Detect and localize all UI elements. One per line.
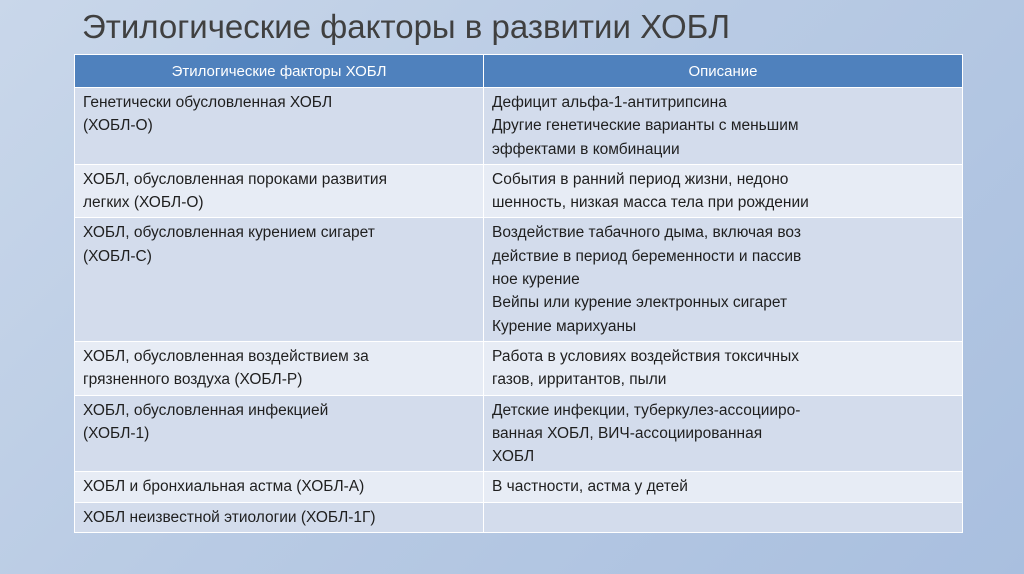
factor-cell [75,164,484,218]
header-factors: Этилогические факторы ХОБЛ [75,55,484,88]
factor-text: ХОБЛ, обусловленная воздействием за [83,347,369,365]
factor-cell [75,218,484,341]
description-text: газов, ирритантов, пыли [492,371,667,389]
factor-cell [75,395,484,472]
description-text: шенность, низкая масса тела при рождении [492,194,809,212]
description-cell [484,502,963,532]
description-cell [484,341,963,395]
factor-text: (ХОБЛ-О) [83,117,153,135]
description-text: ХОБЛ [492,448,535,466]
factor-cell [75,472,484,502]
factor-text: грязненного воздуха (ХОБЛ-Р) [83,371,303,389]
factor-text: легких (ХОБЛ-О) [83,194,204,212]
description-cell [484,88,963,165]
factors-table [74,54,963,533]
table-row [75,88,963,165]
table-row [75,472,963,502]
slide-title: Этилогические факторы в развитии ХОБЛ [82,8,730,45]
description-text: ванная ХОБЛ, ВИЧ-ассоциированная [492,424,763,442]
factor-text: Генетически обусловленная ХОБЛ [83,94,333,111]
description-text: ное курение [492,271,580,289]
description-text: Работа в условиях воздействия токсичных [492,347,799,365]
factor-text: ХОБЛ, обусловленная пороками развития [83,170,387,188]
table-row [75,395,963,472]
factor-text: ХОБЛ, обусловленная инфекцией [83,401,329,419]
factor-text: ХОБЛ, обусловленная курением сигарет [83,224,375,242]
header-description: Описание [484,55,963,88]
description-text: События в ранний период жизни, недоно [492,170,789,188]
table-row [75,341,963,395]
description-text: Дефицит альфа-1-антитрипсина [492,94,727,111]
factor-cell [75,341,484,395]
table-row [75,502,963,532]
factor-cell [75,502,484,532]
description-text: действие в период беременности и пассив [492,247,802,265]
description-cell [484,472,963,502]
factor-text: ХОБЛ неизвестной этиологии (ХОБЛ-1Г) [83,508,376,526]
description-text: Детские инфекции, туберкулез-ассоцииро- [492,401,801,419]
table-body [75,88,963,533]
description-text: эффектами в комбинации [492,140,680,158]
description-text: В частности, астма у детей [492,478,688,496]
factor-cell [75,88,484,165]
factor-text: ХОБЛ и бронхиальная астма (ХОБЛ-А) [83,478,365,496]
table-row [75,164,963,218]
table-header-row [75,55,963,88]
description-text: Курение марихуаны [492,317,637,335]
description-text: Другие генетические варианты с меньшим [492,117,799,135]
table-row [75,218,963,341]
description-text: Воздействие табачного дыма, включая воз [492,224,801,242]
factor-text: (ХОБЛ-1) [83,424,150,442]
description-cell [484,218,963,341]
description-text: Вейпы или курение электронных сигарет [492,294,788,312]
description-cell [484,164,963,218]
factor-text: (ХОБЛ-С) [83,247,152,265]
description-cell [484,395,963,472]
